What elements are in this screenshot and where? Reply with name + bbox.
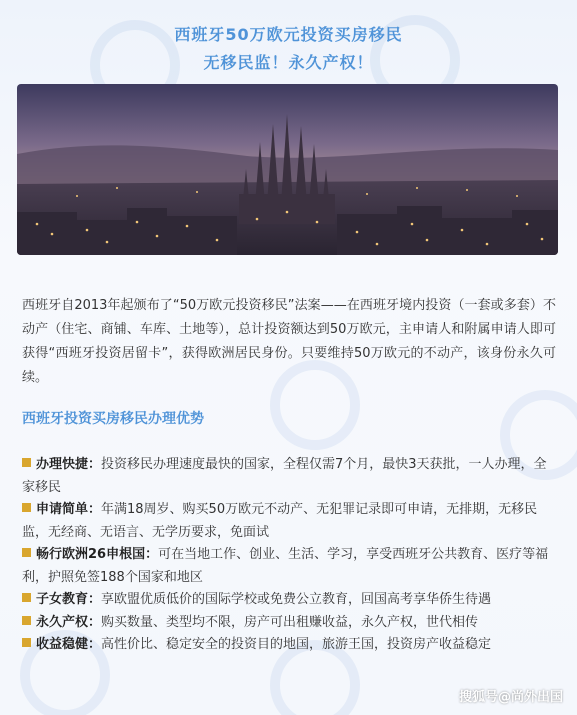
item-label: 畅行欧洲26申根国： [36,547,159,562]
intro-paragraph: 西班牙自2013年起颁布了“50万欧元投资移民”法案——在西班牙境内投资（一套或多套）不动产（住宅、商铺、车库、土地等），总计投资额达到50万欧元，主申请人和附属申请人即可获得“西班牙投资居留卡”，获得欧洲居民身份。只要维持50万欧元的不动产，该身份永久可续。 [22,298,556,385]
item-text: 可在当地工作、创业、生活、学习，享受西班牙公共教育、医疗等福利，护照免签188个国家和地区 [22,547,549,585]
page-title: 西班牙50万欧元投资买房移民 [174,25,403,44]
item-label: 子女教育： [36,592,102,607]
square-bullet-icon [22,638,31,647]
item-label: 永久产权： [36,614,102,630]
item-label: 收益稳健： [36,637,102,652]
item-text: 购买数量、类型均不限，房产可出租赚收益，永久产权，世代相传 [101,614,479,630]
advantages-list [22,454,556,657]
list-item [22,544,556,589]
list-item [22,612,556,635]
list-item [22,499,556,544]
square-bullet-icon [22,616,31,625]
square-bullet-icon [22,458,31,467]
item-text: 投资移民办理速度最快的国家，全程仅需7个月，最快3天获批，一人办理，全家移民 [22,457,547,495]
item-label: 申请简单： [36,502,102,517]
list-item [22,589,556,612]
item-text: 高性价比、稳定安全的投资目的地国，旅游王国，投资房产收益稳定 [101,637,492,652]
square-bullet-icon [22,503,31,512]
list-item [22,634,556,657]
item-text: 享欧盟优质低价的国际学校或免费公立教育，回国高考享华侨生待遇 [101,592,492,607]
item-label: 办理快捷： [36,457,102,472]
source-watermark: 搜狐号@尚外出国 [458,690,563,705]
square-bullet-icon [22,548,31,557]
square-bullet-icon [22,593,31,602]
list-item [22,454,556,499]
barcelona-skyline-photo [17,84,558,255]
page-subtitle: 无移民监！永久产权！ [203,53,374,72]
section-heading: 西班牙投资买房移民办理优势 [22,411,204,427]
item-text: 年满18周岁、购买50万欧元不动产、无犯罪记录即可申请，无排期，无移民监，无经商、无语言、无学历要求，免面试 [22,502,538,540]
